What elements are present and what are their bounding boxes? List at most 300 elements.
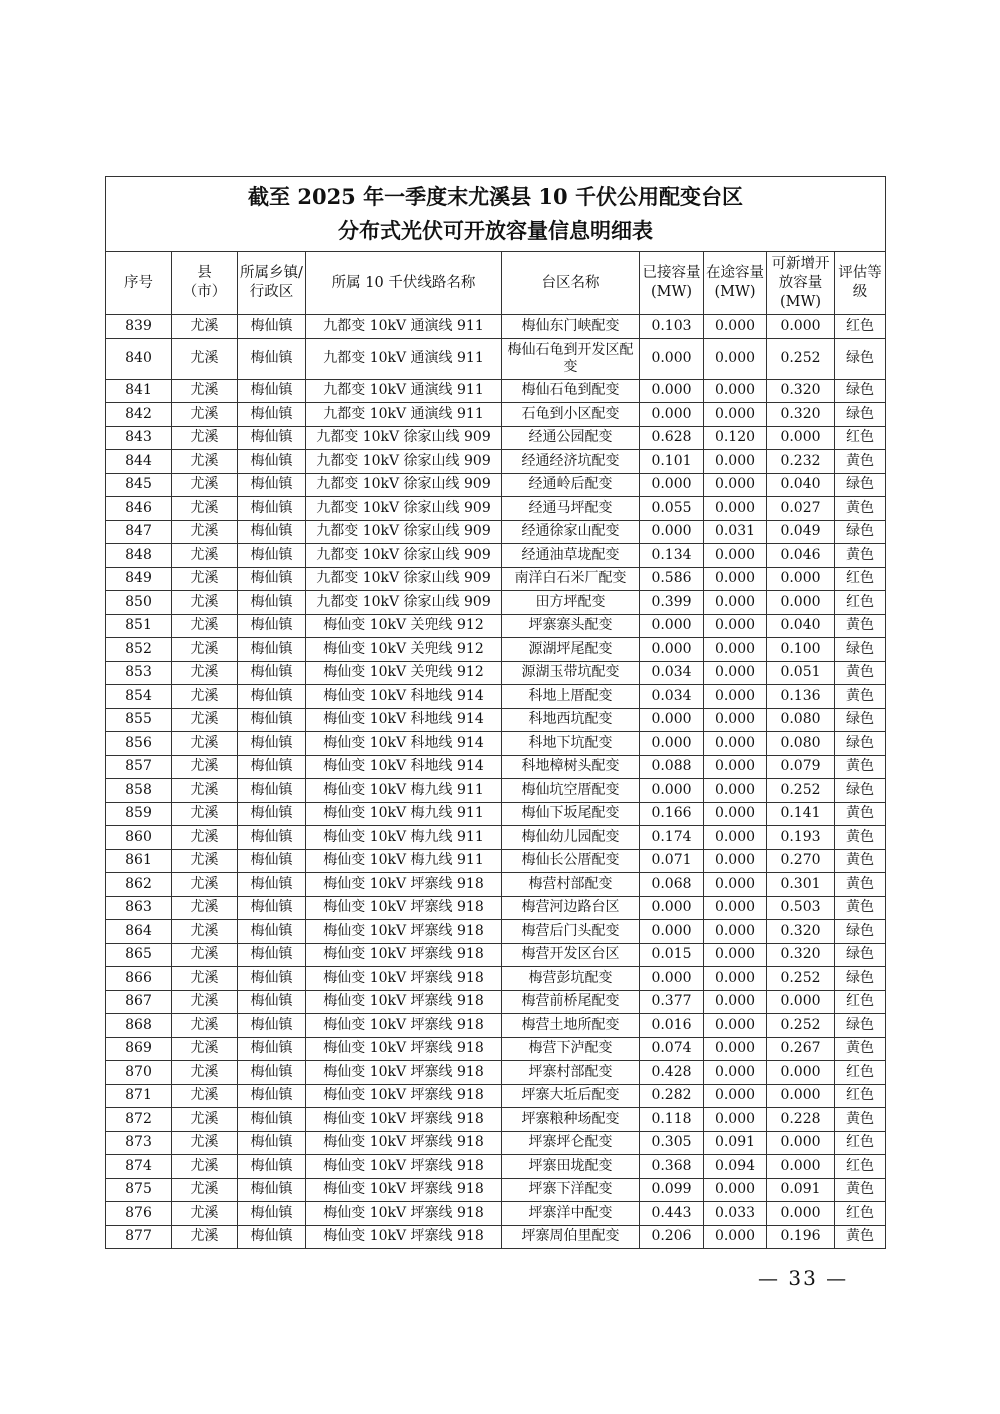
cell-connected: 0.166 [640,802,704,826]
cell-available: 0.049 [767,520,835,544]
cell-connected: 0.305 [640,1131,704,1155]
cell-station-name: 坪寨坪仑配变 [502,1131,640,1155]
cell-county: 尤溪 [172,403,238,427]
cell-line-name: 梅仙变 10kV 科地线 914 [306,732,502,756]
cell-rating: 绿色 [835,779,886,803]
cell-available: 0.027 [767,497,835,521]
cell-township: 梅仙镇 [238,685,306,709]
table-row [106,1131,886,1155]
cell-seq: 858 [106,779,172,803]
cell-county: 尤溪 [172,896,238,920]
cell-line-name: 梅仙变 10kV 坪寨线 918 [306,1202,502,1226]
cell-county: 尤溪 [172,920,238,944]
cell-township: 梅仙镇 [238,338,306,379]
cell-connected: 0.368 [640,1155,704,1179]
cell-seq: 854 [106,685,172,709]
cell-rating: 黄色 [835,661,886,685]
cell-township: 梅仙镇 [238,426,306,450]
cell-available: 0.000 [767,1061,835,1085]
table-row [106,849,886,873]
cell-pending: 0.000 [704,403,767,427]
cell-rating: 红色 [835,990,886,1014]
table-row [106,873,886,897]
cell-seq: 859 [106,802,172,826]
cell-available: 0.000 [767,426,835,450]
table-row [106,967,886,991]
cell-county: 尤溪 [172,614,238,638]
table-row [106,708,886,732]
cell-connected: 0.034 [640,661,704,685]
cell-line-name: 梅仙变 10kV 坪寨线 918 [306,1037,502,1061]
cell-pending: 0.000 [704,473,767,497]
cell-seq: 849 [106,567,172,591]
cell-county: 尤溪 [172,450,238,474]
cell-line-name: 梅仙变 10kV 坪寨线 918 [306,1131,502,1155]
cell-rating: 绿色 [835,379,886,403]
cell-available: 0.136 [767,685,835,709]
capacity-table [105,176,886,1249]
cell-pending: 0.000 [704,920,767,944]
cell-pending: 0.000 [704,1178,767,1202]
cell-pending: 0.000 [704,591,767,615]
cell-rating: 黄色 [835,1225,886,1249]
cell-available: 0.193 [767,826,835,850]
cell-line-name: 九都变 10kV 通演线 911 [306,403,502,427]
cell-connected: 0.071 [640,849,704,873]
cell-pending: 0.000 [704,450,767,474]
header-pending-capacity: 在途容量(MW) [704,252,767,315]
cell-rating: 绿色 [835,732,886,756]
cell-connected: 0.103 [640,315,704,339]
cell-line-name: 梅仙变 10kV 坪寨线 918 [306,1225,502,1249]
cell-county: 尤溪 [172,1155,238,1179]
cell-county: 尤溪 [172,544,238,568]
cell-pending: 0.000 [704,661,767,685]
header-available-capacity: 可新增开放容量(MW) [767,252,835,315]
cell-pending: 0.000 [704,379,767,403]
cell-seq: 841 [106,379,172,403]
cell-township: 梅仙镇 [238,450,306,474]
cell-county: 尤溪 [172,990,238,1014]
cell-available: 0.000 [767,1202,835,1226]
cell-township: 梅仙镇 [238,1202,306,1226]
cell-station-name: 梅仙东门峡配变 [502,315,640,339]
cell-connected: 0.000 [640,732,704,756]
cell-pending: 0.031 [704,520,767,544]
capacity-table-sheet [105,176,885,1249]
cell-rating: 黄色 [835,826,886,850]
cell-station-name: 梅营前桥尾配变 [502,990,640,1014]
cell-seq: 839 [106,315,172,339]
cell-township: 梅仙镇 [238,403,306,427]
cell-seq: 867 [106,990,172,1014]
cell-rating: 红色 [835,567,886,591]
cell-station-name: 梅营彭坑配变 [502,967,640,991]
cell-county: 尤溪 [172,943,238,967]
cell-township: 梅仙镇 [238,520,306,544]
cell-seq: 840 [106,338,172,379]
cell-seq: 842 [106,403,172,427]
cell-county: 尤溪 [172,1108,238,1132]
cell-station-name: 源湖坪尾配变 [502,638,640,662]
cell-seq: 852 [106,638,172,662]
table-row [106,379,886,403]
cell-rating: 绿色 [835,338,886,379]
cell-seq: 868 [106,1014,172,1038]
cell-available: 0.267 [767,1037,835,1061]
cell-seq: 844 [106,450,172,474]
cell-rating: 黄色 [835,614,886,638]
cell-county: 尤溪 [172,1037,238,1061]
table-row [106,943,886,967]
cell-pending: 0.000 [704,315,767,339]
cell-county: 尤溪 [172,1178,238,1202]
cell-station-name: 梅仙下坂尾配变 [502,802,640,826]
cell-connected: 0.074 [640,1037,704,1061]
table-row [106,779,886,803]
cell-township: 梅仙镇 [238,990,306,1014]
cell-connected: 0.000 [640,708,704,732]
table-row [106,802,886,826]
cell-station-name: 梅营村部配变 [502,873,640,897]
cell-connected: 0.016 [640,1014,704,1038]
cell-pending: 0.000 [704,685,767,709]
cell-township: 梅仙镇 [238,896,306,920]
cell-pending: 0.120 [704,426,767,450]
cell-seq: 874 [106,1155,172,1179]
cell-county: 尤溪 [172,1202,238,1226]
cell-county: 尤溪 [172,1084,238,1108]
cell-station-name: 坪寨粮种场配变 [502,1108,640,1132]
header-rating: 评估等级 [835,252,886,315]
cell-available: 0.091 [767,1178,835,1202]
table-header-row [106,252,886,315]
cell-available: 0.252 [767,779,835,803]
table-row [106,1225,886,1249]
table-row [106,732,886,756]
cell-county: 尤溪 [172,591,238,615]
cell-connected: 0.206 [640,1225,704,1249]
cell-station-name: 坪寨村部配变 [502,1061,640,1085]
cell-available: 0.046 [767,544,835,568]
cell-station-name: 梅仙长公厝配变 [502,849,640,873]
cell-connected: 0.134 [640,544,704,568]
cell-line-name: 九都变 10kV 徐家山线 909 [306,591,502,615]
table-row [106,591,886,615]
cell-available: 0.000 [767,315,835,339]
table-row [106,473,886,497]
cell-county: 尤溪 [172,473,238,497]
header-township: 所属乡镇/行政区 [238,252,306,315]
cell-county: 尤溪 [172,567,238,591]
cell-pending: 0.000 [704,497,767,521]
cell-line-name: 梅仙变 10kV 坪寨线 918 [306,1084,502,1108]
cell-township: 梅仙镇 [238,967,306,991]
cell-seq: 871 [106,1084,172,1108]
cell-station-name: 源湖玉带坑配变 [502,661,640,685]
cell-county: 尤溪 [172,1061,238,1085]
cell-available: 0.320 [767,403,835,427]
cell-station-name: 科地下坑配变 [502,732,640,756]
cell-line-name: 梅仙变 10kV 坪寨线 918 [306,1014,502,1038]
cell-county: 尤溪 [172,661,238,685]
cell-line-name: 梅仙变 10kV 科地线 914 [306,708,502,732]
cell-township: 梅仙镇 [238,1178,306,1202]
cell-station-name: 坪寨洋中配变 [502,1202,640,1226]
cell-rating: 黄色 [835,896,886,920]
cell-available: 0.100 [767,638,835,662]
cell-pending: 0.000 [704,873,767,897]
cell-pending: 0.000 [704,779,767,803]
cell-pending: 0.000 [704,732,767,756]
cell-township: 梅仙镇 [238,943,306,967]
cell-station-name: 梅仙石龟到开发区配变 [502,338,640,379]
cell-available: 0.051 [767,661,835,685]
cell-line-name: 梅仙变 10kV 坪寨线 918 [306,1155,502,1179]
cell-connected: 0.000 [640,896,704,920]
cell-seq: 866 [106,967,172,991]
cell-county: 尤溪 [172,638,238,662]
cell-seq: 843 [106,426,172,450]
cell-rating: 红色 [835,426,886,450]
cell-seq: 865 [106,943,172,967]
cell-pending: 0.094 [704,1155,767,1179]
cell-connected: 0.443 [640,1202,704,1226]
cell-line-name: 梅仙变 10kV 关兜线 912 [306,661,502,685]
cell-rating: 黄色 [835,755,886,779]
cell-connected: 0.000 [640,379,704,403]
cell-connected: 0.088 [640,755,704,779]
cell-station-name: 梅仙坑空厝配变 [502,779,640,803]
cell-township: 梅仙镇 [238,1084,306,1108]
cell-connected: 0.015 [640,943,704,967]
cell-township: 梅仙镇 [238,1014,306,1038]
cell-pending: 0.000 [704,990,767,1014]
table-row [106,567,886,591]
cell-seq: 857 [106,755,172,779]
cell-seq: 846 [106,497,172,521]
cell-rating: 红色 [835,1155,886,1179]
cell-station-name: 坪寨田垅配变 [502,1155,640,1179]
cell-township: 梅仙镇 [238,732,306,756]
cell-available: 0.320 [767,379,835,403]
cell-station-name: 坪寨寨头配变 [502,614,640,638]
cell-county: 尤溪 [172,1014,238,1038]
cell-seq: 851 [106,614,172,638]
cell-county: 尤溪 [172,732,238,756]
cell-seq: 875 [106,1178,172,1202]
cell-station-name: 经通岭后配变 [502,473,640,497]
table-row [106,614,886,638]
cell-line-name: 九都变 10kV 徐家山线 909 [306,450,502,474]
cell-seq: 863 [106,896,172,920]
cell-pending: 0.000 [704,544,767,568]
cell-township: 梅仙镇 [238,873,306,897]
cell-connected: 0.282 [640,1084,704,1108]
header-connected-capacity: 已接容量(MW) [640,252,704,315]
cell-rating: 黄色 [835,1108,886,1132]
cell-township: 梅仙镇 [238,1225,306,1249]
cell-rating: 黄色 [835,873,886,897]
table-row [106,1108,886,1132]
table-row [106,755,886,779]
table-row [106,896,886,920]
cell-township: 梅仙镇 [238,1037,306,1061]
cell-line-name: 梅仙变 10kV 坪寨线 918 [306,967,502,991]
cell-station-name: 田方坪配变 [502,591,640,615]
cell-township: 梅仙镇 [238,661,306,685]
cell-station-name: 梅营下泸配变 [502,1037,640,1061]
cell-available: 0.252 [767,1014,835,1038]
cell-available: 0.320 [767,943,835,967]
cell-county: 尤溪 [172,1131,238,1155]
cell-rating: 绿色 [835,920,886,944]
cell-county: 尤溪 [172,849,238,873]
cell-county: 尤溪 [172,1225,238,1249]
cell-county: 尤溪 [172,708,238,732]
cell-connected: 0.000 [640,520,704,544]
cell-pending: 0.000 [704,826,767,850]
cell-connected: 0.399 [640,591,704,615]
cell-seq: 860 [106,826,172,850]
cell-connected: 0.068 [640,873,704,897]
cell-rating: 黄色 [835,497,886,521]
cell-available: 0.301 [767,873,835,897]
cell-connected: 0.377 [640,990,704,1014]
cell-connected: 0.000 [640,403,704,427]
cell-township: 梅仙镇 [238,779,306,803]
cell-seq: 850 [106,591,172,615]
cell-available: 0.000 [767,1084,835,1108]
table-row [106,338,886,379]
cell-seq: 873 [106,1131,172,1155]
cell-pending: 0.000 [704,849,767,873]
cell-available: 0.000 [767,567,835,591]
cell-seq: 845 [106,473,172,497]
cell-pending: 0.000 [704,1061,767,1085]
header-line-name: 所属 10 千伏线路名称 [306,252,502,315]
cell-connected: 0.000 [640,967,704,991]
page-number: — 33 — [758,1266,849,1290]
cell-station-name: 科地樟树头配变 [502,755,640,779]
cell-township: 梅仙镇 [238,1061,306,1085]
cell-pending: 0.000 [704,638,767,662]
cell-rating: 红色 [835,1202,886,1226]
cell-township: 梅仙镇 [238,802,306,826]
cell-pending: 0.000 [704,338,767,379]
cell-line-name: 梅仙变 10kV 梅九线 911 [306,849,502,873]
cell-available: 0.040 [767,473,835,497]
cell-pending: 0.091 [704,1131,767,1155]
cell-line-name: 九都变 10kV 徐家山线 909 [306,426,502,450]
cell-pending: 0.000 [704,1108,767,1132]
cell-line-name: 九都变 10kV 徐家山线 909 [306,473,502,497]
cell-connected: 0.000 [640,779,704,803]
cell-line-name: 梅仙变 10kV 坪寨线 918 [306,1178,502,1202]
cell-county: 尤溪 [172,802,238,826]
cell-township: 梅仙镇 [238,497,306,521]
cell-connected: 0.118 [640,1108,704,1132]
cell-line-name: 梅仙变 10kV 科地线 914 [306,685,502,709]
table-row [106,638,886,662]
cell-seq: 847 [106,520,172,544]
cell-township: 梅仙镇 [238,614,306,638]
cell-connected: 0.055 [640,497,704,521]
cell-available: 0.270 [767,849,835,873]
table-row [106,826,886,850]
cell-township: 梅仙镇 [238,1131,306,1155]
cell-connected: 0.000 [640,638,704,662]
table-title-line-2: 分布式光伏可开放容量信息明细表 [338,218,653,243]
cell-station-name: 经通经济坑配变 [502,450,640,474]
table-row [106,1061,886,1085]
cell-rating: 黄色 [835,1037,886,1061]
table-row [106,990,886,1014]
cell-township: 梅仙镇 [238,1155,306,1179]
cell-rating: 绿色 [835,967,886,991]
cell-connected: 0.174 [640,826,704,850]
cell-rating: 红色 [835,1131,886,1155]
cell-available: 0.141 [767,802,835,826]
cell-available: 0.320 [767,920,835,944]
table-row [106,1178,886,1202]
cell-line-name: 梅仙变 10kV 关兜线 912 [306,638,502,662]
cell-township: 梅仙镇 [238,1108,306,1132]
cell-rating: 绿色 [835,943,886,967]
cell-pending: 0.000 [704,1084,767,1108]
cell-county: 尤溪 [172,520,238,544]
cell-line-name: 梅仙变 10kV 梅九线 911 [306,779,502,803]
cell-seq: 848 [106,544,172,568]
cell-station-name: 梅仙幼儿园配变 [502,826,640,850]
cell-connected: 0.586 [640,567,704,591]
table-row [106,1202,886,1226]
table-row [106,315,886,339]
table-row [106,661,886,685]
cell-township: 梅仙镇 [238,379,306,403]
cell-station-name: 坪寨下洋配变 [502,1178,640,1202]
cell-line-name: 梅仙变 10kV 坪寨线 918 [306,896,502,920]
cell-pending: 0.000 [704,1225,767,1249]
cell-station-name: 经通公园配变 [502,426,640,450]
cell-county: 尤溪 [172,685,238,709]
cell-rating: 绿色 [835,1014,886,1038]
cell-line-name: 九都变 10kV 徐家山线 909 [306,544,502,568]
cell-station-name: 经通马坪配变 [502,497,640,521]
cell-county: 尤溪 [172,315,238,339]
cell-rating: 红色 [835,315,886,339]
cell-available: 0.080 [767,708,835,732]
cell-station-name: 梅营后门头配变 [502,920,640,944]
cell-seq: 861 [106,849,172,873]
cell-township: 梅仙镇 [238,755,306,779]
cell-station-name: 科地西坑配变 [502,708,640,732]
cell-available: 0.503 [767,896,835,920]
table-row [106,1155,886,1179]
table-title-line-1: 截至 2025 年一季度末尤溪县 10 千伏公用配变台区 [248,184,743,209]
table-row [106,685,886,709]
cell-line-name: 梅仙变 10kV 梅九线 911 [306,826,502,850]
cell-township: 梅仙镇 [238,567,306,591]
cell-available: 0.228 [767,1108,835,1132]
cell-available: 0.000 [767,591,835,615]
cell-seq: 869 [106,1037,172,1061]
cell-county: 尤溪 [172,497,238,521]
table-row [106,1037,886,1061]
cell-available: 0.040 [767,614,835,638]
cell-station-name: 梅营开发区台区 [502,943,640,967]
cell-line-name: 九都变 10kV 徐家山线 909 [306,567,502,591]
